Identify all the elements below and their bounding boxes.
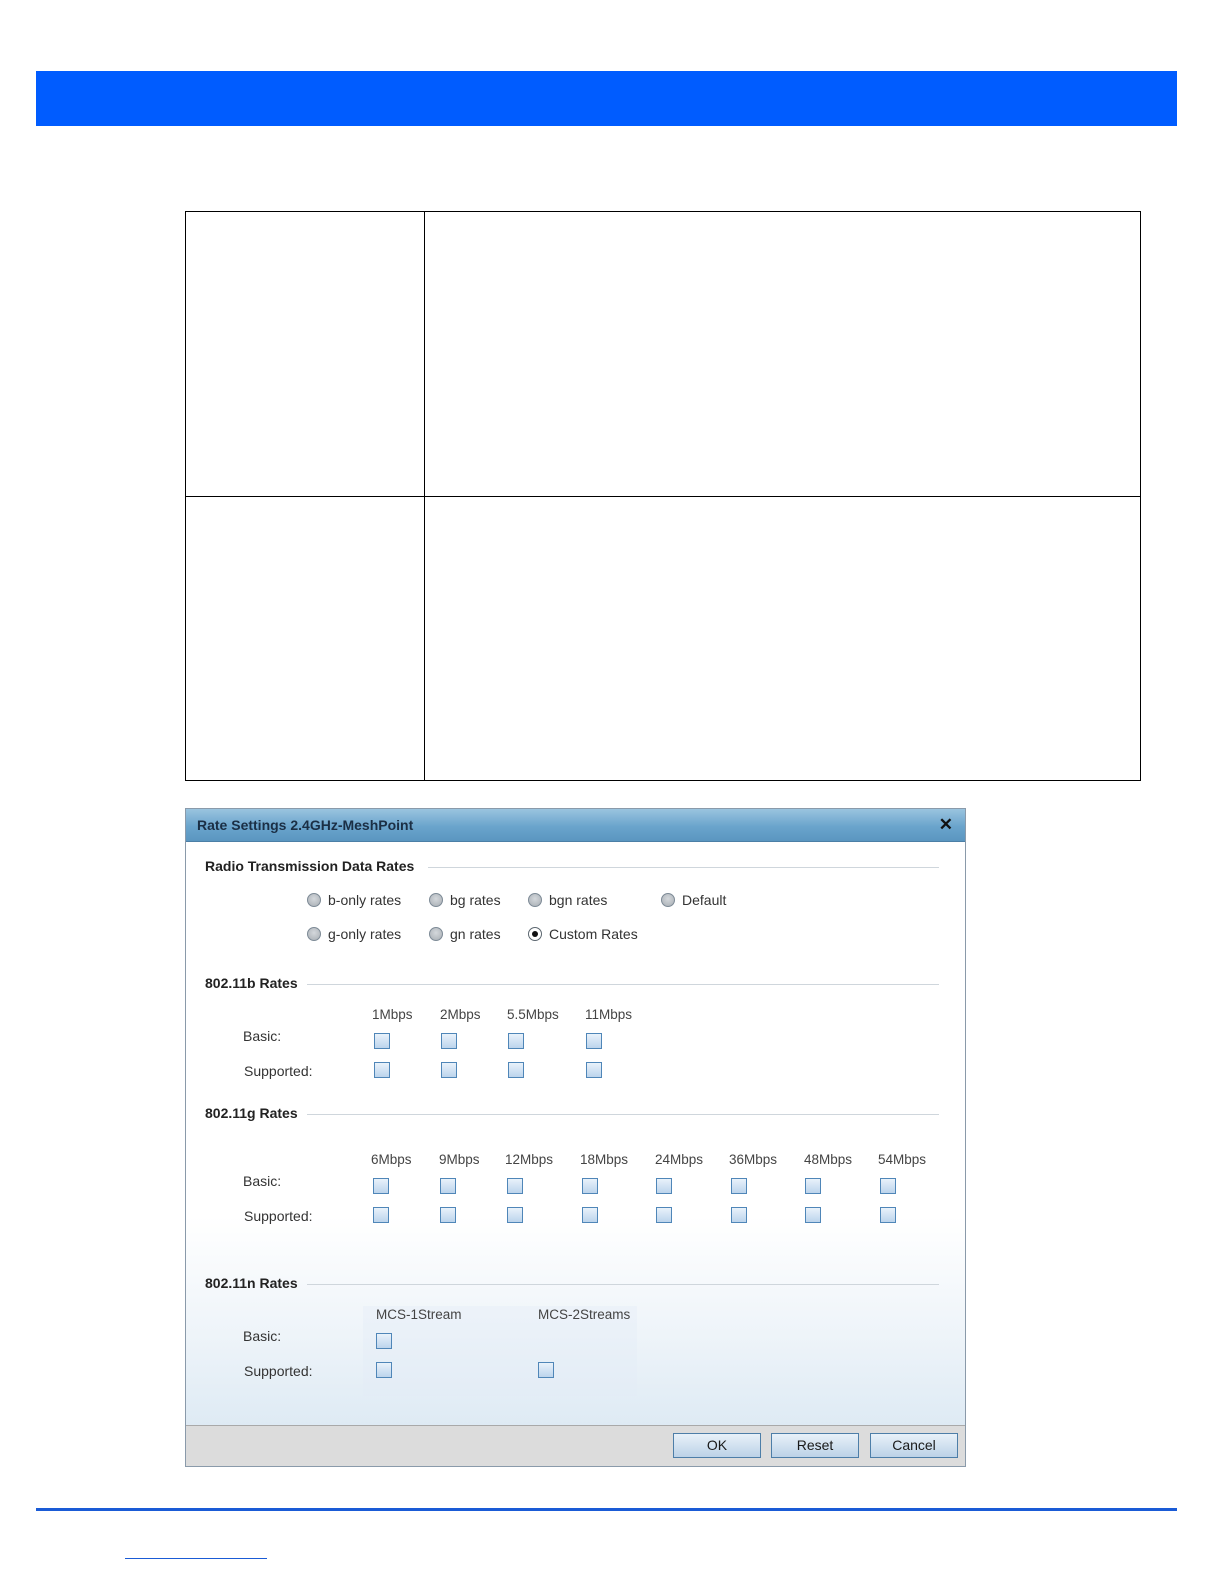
b-supported-2mbps-checkbox[interactable] xyxy=(441,1062,457,1078)
g-rate-col-9mbps: 9Mbps xyxy=(439,1152,480,1167)
radio-label: Custom Rates xyxy=(549,926,638,942)
g-rate-col-6mbps: 6Mbps xyxy=(371,1152,412,1167)
n-basic-mcs-1stream-checkbox[interactable] xyxy=(376,1333,392,1349)
b-rate-col-5-5mbps: 5.5Mbps xyxy=(507,1007,559,1022)
b-basic-label: Basic: xyxy=(243,1028,282,1044)
g-rate-col-12mbps: 12Mbps xyxy=(505,1152,554,1167)
g-supported-48mbps-checkbox[interactable] xyxy=(805,1207,821,1223)
g-supported-18mbps-checkbox[interactable] xyxy=(582,1207,598,1223)
radio-label: bg rates xyxy=(450,892,501,908)
table-cell-2-1 xyxy=(186,497,424,781)
table-cell-2-2 xyxy=(425,497,1141,781)
n-supported-mcs-2streams-checkbox[interactable] xyxy=(538,1362,554,1378)
radio-bg-rates[interactable] xyxy=(429,892,501,908)
section-divider xyxy=(428,867,939,868)
radio-button-icon xyxy=(429,893,443,907)
b-basic-11mbps-checkbox[interactable] xyxy=(586,1033,602,1049)
radio-label: bgn rates xyxy=(549,892,608,908)
g-supported-24mbps-checkbox[interactable] xyxy=(656,1207,672,1223)
g-basic-9mbps-checkbox[interactable] xyxy=(440,1178,456,1194)
radio-custom-rates[interactable] xyxy=(528,926,638,942)
n-basic-label: Basic: xyxy=(243,1328,282,1344)
g-basic-54mbps-checkbox[interactable] xyxy=(880,1178,896,1194)
radio-button-icon xyxy=(307,927,321,941)
footer-rule xyxy=(36,1508,1177,1511)
footer-link-underline xyxy=(125,1558,267,1559)
radio-rates-section-title: Radio Transmission Data Rates xyxy=(205,858,415,874)
radio-label: Default xyxy=(682,892,727,908)
g-rate-col-36mbps: 36Mbps xyxy=(729,1152,778,1167)
g-basic-12mbps-checkbox[interactable] xyxy=(507,1178,523,1194)
n-supported-mcs-1stream-checkbox[interactable] xyxy=(376,1362,392,1378)
radio-button-icon xyxy=(661,893,675,907)
b-rates-section-title: 802.11b Rates xyxy=(205,975,298,991)
header-banner xyxy=(36,71,1177,126)
radio-button-icon xyxy=(429,927,443,941)
dialog-titlebar[interactable] xyxy=(186,809,965,842)
section-divider xyxy=(307,1114,939,1115)
table-cell-1-2 xyxy=(425,212,1141,496)
g-basic-18mbps-checkbox[interactable] xyxy=(582,1178,598,1194)
radio-button-selected-icon xyxy=(528,927,542,941)
b-supported-1mbps-checkbox[interactable] xyxy=(374,1062,390,1078)
section-divider xyxy=(307,1284,939,1285)
n-rates-section-title: 802.11n Rates xyxy=(205,1275,298,1291)
radio-bgn-rates[interactable] xyxy=(528,892,607,908)
section-divider xyxy=(307,984,939,985)
reset-button[interactable]: Reset xyxy=(771,1433,859,1458)
description-table xyxy=(185,211,1141,781)
g-basic-24mbps-checkbox[interactable] xyxy=(656,1178,672,1194)
radio-g-only-rates[interactable] xyxy=(307,926,401,942)
b-supported-11mbps-checkbox[interactable] xyxy=(586,1062,602,1078)
radio-default[interactable] xyxy=(661,892,726,908)
n-rate-col-mcs-2streams: MCS-2Streams xyxy=(538,1307,631,1322)
g-basic-6mbps-checkbox[interactable] xyxy=(373,1178,389,1194)
b-basic-2mbps-checkbox[interactable] xyxy=(441,1033,457,1049)
dialog-title: Rate Settings 2.4GHz-MeshPoint xyxy=(197,817,414,833)
g-rate-col-18mbps: 18Mbps xyxy=(580,1152,629,1167)
g-supported-54mbps-checkbox[interactable] xyxy=(880,1207,896,1223)
b-basic-5-5mbps-checkbox[interactable] xyxy=(508,1033,524,1049)
g-basic-label: Basic: xyxy=(243,1173,282,1189)
b-rate-col-1mbps: 1Mbps xyxy=(372,1007,413,1022)
g-basic-48mbps-checkbox[interactable] xyxy=(805,1178,821,1194)
radio-label: b-only rates xyxy=(328,892,402,908)
n-supported-label: Supported: xyxy=(244,1363,313,1379)
radio-b-only-rates[interactable] xyxy=(307,892,401,908)
radio-label: g-only rates xyxy=(328,926,402,942)
table-cell-1-1 xyxy=(186,212,424,496)
g-supported-36mbps-checkbox[interactable] xyxy=(731,1207,747,1223)
g-supported-12mbps-checkbox[interactable] xyxy=(507,1207,523,1223)
n-rate-col-mcs-1stream: MCS-1Stream xyxy=(376,1307,462,1322)
g-basic-36mbps-checkbox[interactable] xyxy=(731,1178,747,1194)
g-rates-section-title: 802.11g Rates xyxy=(205,1105,298,1121)
b-rate-col-11mbps: 11Mbps xyxy=(585,1007,633,1022)
cancel-button[interactable]: Cancel xyxy=(870,1433,958,1458)
radio-button-icon xyxy=(307,893,321,907)
radio-button-icon xyxy=(528,893,542,907)
b-supported-5-5mbps-checkbox[interactable] xyxy=(508,1062,524,1078)
g-supported-9mbps-checkbox[interactable] xyxy=(440,1207,456,1223)
b-rate-col-2mbps: 2Mbps xyxy=(440,1007,481,1022)
ok-button[interactable]: OK xyxy=(673,1433,761,1458)
dialog-footer xyxy=(186,1425,965,1466)
g-rate-col-48mbps: 48Mbps xyxy=(804,1152,853,1167)
g-rate-col-24mbps: 24Mbps xyxy=(655,1152,704,1167)
rate-settings-dialog xyxy=(185,808,966,1467)
close-icon[interactable]: ✕ xyxy=(938,815,953,834)
g-supported-6mbps-checkbox[interactable] xyxy=(373,1207,389,1223)
radio-label: gn rates xyxy=(450,926,501,942)
b-supported-label: Supported: xyxy=(244,1063,313,1079)
g-rate-col-54mbps: 54Mbps xyxy=(878,1152,927,1167)
b-basic-1mbps-checkbox[interactable] xyxy=(374,1033,390,1049)
radio-gn-rates[interactable] xyxy=(429,926,501,942)
g-supported-label: Supported: xyxy=(244,1208,313,1224)
